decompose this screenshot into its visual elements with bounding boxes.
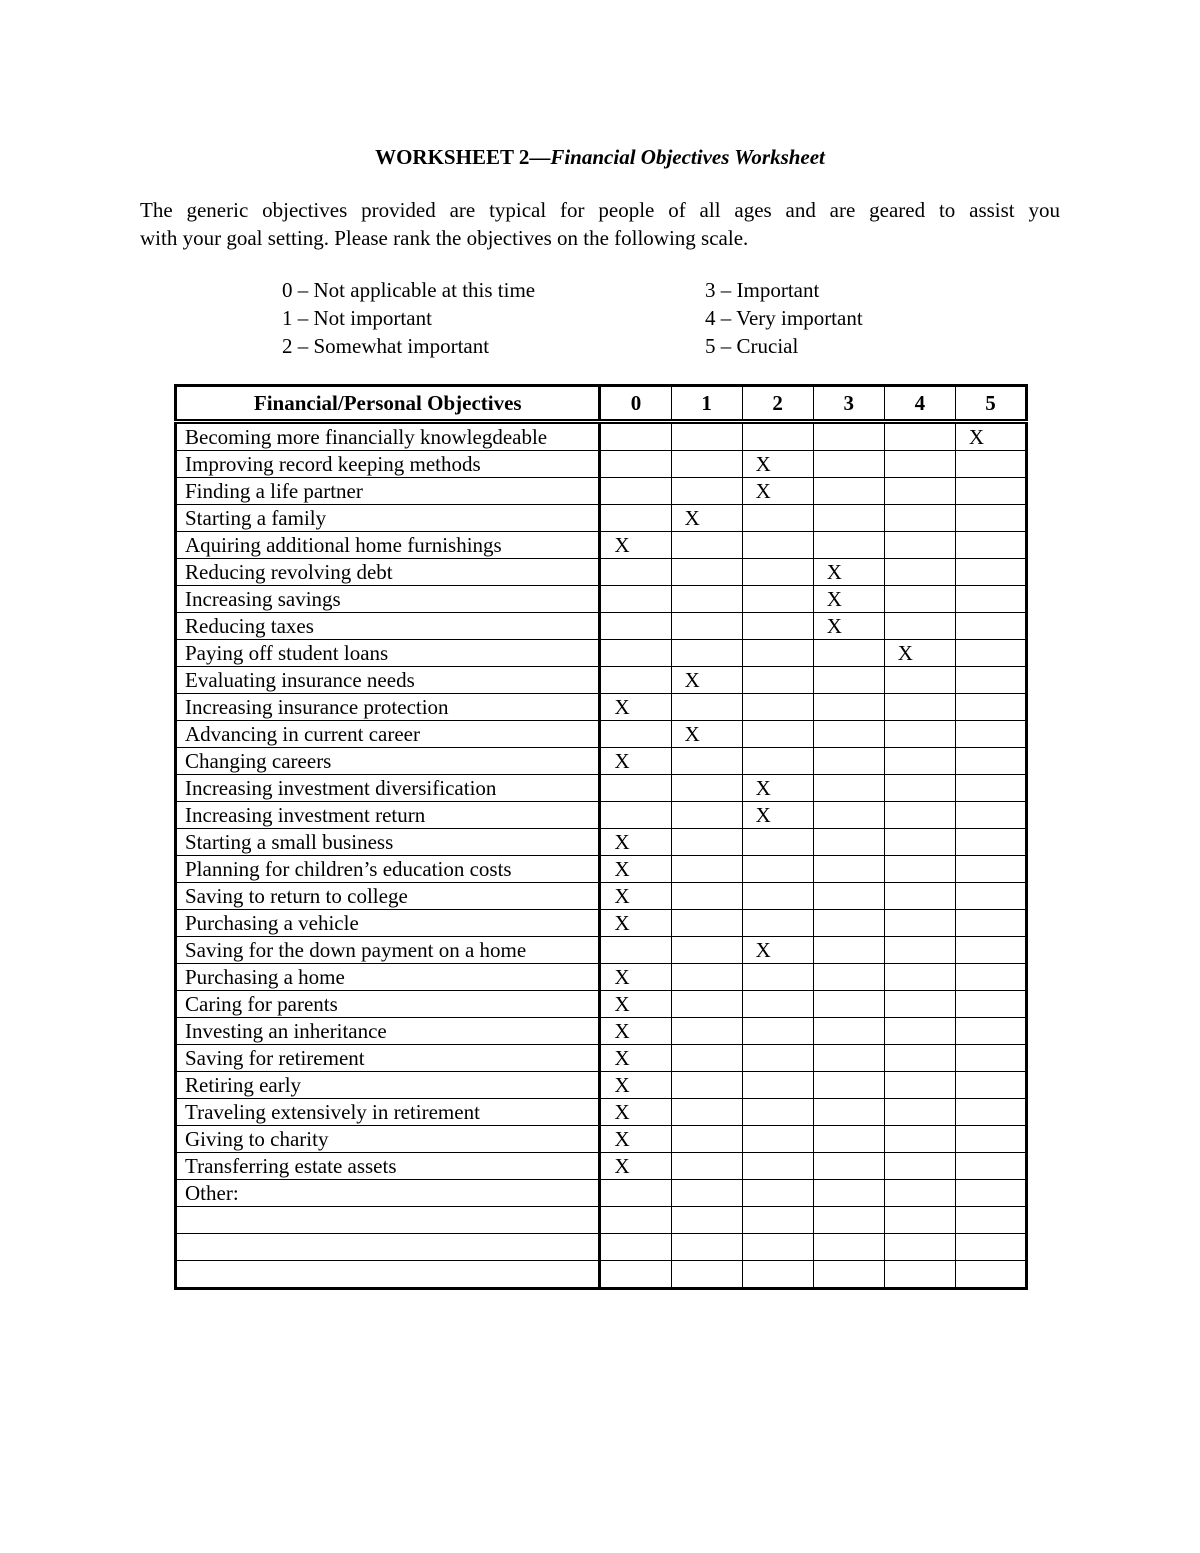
objective-label: Transferring estate assets (176, 1153, 600, 1180)
rank-cell-2[interactable]: X (742, 451, 813, 478)
rank-cell-3[interactable]: X (813, 559, 884, 586)
rank-cell-5[interactable] (955, 1153, 1026, 1180)
page-title (0, 143, 1200, 171)
objective-label: Increasing investment return (176, 802, 600, 829)
rank-cell-5[interactable] (955, 613, 1026, 640)
rank-cell-0[interactable]: X (600, 829, 671, 856)
rank-cell-0[interactable] (600, 802, 671, 829)
rank-cell-5[interactable] (955, 1018, 1026, 1045)
rank-cell-0[interactable]: X (600, 1045, 671, 1072)
objective-label: Saving to return to college (176, 883, 600, 910)
rank-cell-0[interactable]: X (600, 964, 671, 991)
rank-cell-2[interactable]: X (742, 478, 813, 505)
rating-scale-right (705, 276, 863, 360)
table-row (176, 910, 1027, 937)
rank-cell-3[interactable] (813, 1072, 884, 1099)
rank-cell-5[interactable] (955, 667, 1026, 694)
rank-cell-1[interactable] (671, 613, 742, 640)
rank-cell-5[interactable] (955, 1045, 1026, 1072)
rank-cell-5[interactable] (955, 721, 1026, 748)
rank-cell-4[interactable] (884, 964, 955, 991)
rank-cell-5[interactable] (955, 640, 1026, 667)
objective-label: Caring for parents (176, 991, 600, 1018)
table-row (176, 991, 1027, 1018)
rank-cell-2[interactable] (742, 1072, 813, 1099)
table-row (176, 937, 1027, 964)
rank-cell-1[interactable] (671, 640, 742, 667)
rank-cell-4[interactable] (884, 937, 955, 964)
scale-item-4: 4 – Very important (705, 306, 863, 330)
objective-label: Saving for retirement (176, 1045, 600, 1072)
rank-cell-5[interactable] (955, 1126, 1026, 1153)
rank-cell-4[interactable] (884, 883, 955, 910)
objective-label: Planning for children’s education costs (176, 856, 600, 883)
rank-cell-4[interactable] (884, 1072, 955, 1099)
table-row (176, 1180, 1027, 1207)
header-rank-2: 2 (742, 386, 813, 422)
rank-cell-2[interactable] (742, 1018, 813, 1045)
rank-cell-0[interactable] (600, 613, 671, 640)
rank-cell-5[interactable] (955, 1072, 1026, 1099)
rank-cell-3[interactable] (813, 694, 884, 721)
objectives-table-wrapper (174, 384, 1028, 1290)
rank-cell-0[interactable] (600, 559, 671, 586)
rank-cell-1[interactable] (671, 1180, 742, 1207)
table-row (176, 451, 1027, 478)
table-row (176, 1153, 1027, 1180)
rank-cell-1[interactable] (671, 910, 742, 937)
objective-label: Other: (176, 1180, 600, 1207)
objective-label: Starting a family (176, 505, 600, 532)
table-row (176, 1207, 1027, 1234)
rank-cell-0[interactable] (600, 451, 671, 478)
rank-cell-2[interactable] (742, 964, 813, 991)
rank-cell-5[interactable] (955, 478, 1026, 505)
rank-cell-4[interactable] (884, 1018, 955, 1045)
rank-cell-5[interactable] (955, 883, 1026, 910)
rank-cell-1[interactable] (671, 856, 742, 883)
table-row (176, 1099, 1027, 1126)
rank-cell-4[interactable] (884, 1153, 955, 1180)
rank-cell-2[interactable] (742, 613, 813, 640)
rank-cell-4[interactable] (884, 559, 955, 586)
rank-cell-0[interactable]: X (600, 910, 671, 937)
rank-cell-4[interactable] (884, 721, 955, 748)
table-row (176, 1234, 1027, 1261)
table-row (176, 694, 1027, 721)
rank-cell-5[interactable] (955, 964, 1026, 991)
rank-cell-3[interactable] (813, 532, 884, 559)
rank-cell-2[interactable]: X (742, 937, 813, 964)
rank-cell-1[interactable] (671, 451, 742, 478)
rank-cell-1[interactable] (671, 586, 742, 613)
rank-cell-5[interactable] (955, 1180, 1026, 1207)
rank-cell-0[interactable] (600, 1180, 671, 1207)
rank-cell-5[interactable] (955, 1207, 1026, 1234)
rank-cell-4[interactable] (884, 1126, 955, 1153)
scale-item-0: 0 – Not applicable at this time (282, 278, 536, 302)
rank-cell-3[interactable] (813, 1045, 884, 1072)
rank-cell-1[interactable] (671, 1045, 742, 1072)
rank-cell-0[interactable] (600, 721, 671, 748)
objective-label: Increasing insurance protection (176, 694, 600, 721)
rank-cell-2[interactable] (742, 532, 813, 559)
objective-label: Evaluating insurance needs (176, 667, 600, 694)
table-row (176, 667, 1027, 694)
rank-cell-2[interactable] (742, 1126, 813, 1153)
rank-cell-0[interactable]: X (600, 991, 671, 1018)
rank-cell-2[interactable] (742, 829, 813, 856)
rank-cell-2[interactable] (742, 1153, 813, 1180)
rank-cell-2[interactable] (742, 1234, 813, 1261)
rank-cell-5[interactable] (955, 802, 1026, 829)
rank-cell-3[interactable] (813, 829, 884, 856)
rank-cell-5[interactable] (955, 748, 1026, 775)
rank-cell-4[interactable] (884, 613, 955, 640)
rank-cell-3[interactable] (813, 1234, 884, 1261)
rank-cell-3[interactable] (813, 1126, 884, 1153)
rank-cell-4[interactable] (884, 856, 955, 883)
objective-label: Improving record keeping methods (176, 451, 600, 478)
table-row (176, 586, 1027, 613)
rank-cell-1[interactable] (671, 964, 742, 991)
rank-cell-0[interactable] (600, 667, 671, 694)
rank-cell-4[interactable] (884, 1234, 955, 1261)
rank-cell-1[interactable] (671, 694, 742, 721)
objective-label: Purchasing a home (176, 964, 600, 991)
objective-label (176, 1207, 600, 1234)
objective-label: Purchasing a vehicle (176, 910, 600, 937)
table-row (176, 856, 1027, 883)
rank-cell-5[interactable] (955, 505, 1026, 532)
rank-cell-1[interactable] (671, 883, 742, 910)
rank-cell-2[interactable] (742, 1045, 813, 1072)
rank-cell-0[interactable] (600, 478, 671, 505)
rank-cell-5[interactable] (955, 775, 1026, 802)
rank-cell-4[interactable] (884, 775, 955, 802)
rank-cell-3[interactable] (813, 721, 884, 748)
scale-item-2: 2 – Somewhat important (282, 334, 490, 358)
table-row (176, 802, 1027, 829)
rank-cell-5[interactable] (955, 586, 1026, 613)
rank-cell-2[interactable] (742, 1261, 813, 1289)
rank-cell-5[interactable] (955, 1234, 1026, 1261)
intro-line-1: The generic objectives provided are typical for people of all ages and are geared to assist you (140, 198, 1060, 222)
rank-cell-1[interactable] (671, 1207, 742, 1234)
rank-cell-2[interactable] (742, 667, 813, 694)
rank-cell-0[interactable]: X (600, 532, 671, 559)
rank-cell-3[interactable]: X (813, 613, 884, 640)
table-row (176, 829, 1027, 856)
rank-cell-4[interactable] (884, 1045, 955, 1072)
table-row (176, 478, 1027, 505)
rank-cell-3[interactable] (813, 1261, 884, 1289)
table-row (176, 748, 1027, 775)
rank-cell-1[interactable] (671, 1018, 742, 1045)
rank-cell-3[interactable] (813, 883, 884, 910)
rank-cell-4[interactable] (884, 505, 955, 532)
table-row (176, 613, 1027, 640)
rank-cell-1[interactable] (671, 1234, 742, 1261)
rank-cell-0[interactable] (600, 937, 671, 964)
rank-cell-2[interactable] (742, 559, 813, 586)
rank-cell-3[interactable] (813, 775, 884, 802)
rank-cell-3[interactable] (813, 422, 884, 451)
header-objectives: Financial/Personal Objectives (176, 386, 600, 422)
intro-paragraph (140, 196, 1060, 252)
rank-cell-5[interactable] (955, 856, 1026, 883)
objective-label: Increasing investment diversification (176, 775, 600, 802)
table-row (176, 1126, 1027, 1153)
objective-label: Increasing savings (176, 586, 600, 613)
rank-cell-1[interactable] (671, 1072, 742, 1099)
rank-cell-0[interactable]: X (600, 694, 671, 721)
rank-cell-2[interactable] (742, 991, 813, 1018)
scale-item-3: 3 – Important (705, 278, 820, 302)
rank-cell-0[interactable] (600, 1207, 671, 1234)
rank-cell-3[interactable] (813, 748, 884, 775)
rank-cell-4[interactable] (884, 910, 955, 937)
objective-label: Giving to charity (176, 1126, 600, 1153)
rank-cell-0[interactable]: X (600, 1126, 671, 1153)
table-row (176, 1261, 1027, 1289)
table-row (176, 964, 1027, 991)
rank-cell-4[interactable] (884, 1099, 955, 1126)
rank-cell-4[interactable] (884, 748, 955, 775)
rank-cell-3[interactable] (813, 937, 884, 964)
rank-cell-2[interactable] (742, 748, 813, 775)
rank-cell-2[interactable] (742, 1099, 813, 1126)
rank-cell-0[interactable] (600, 586, 671, 613)
rank-cell-5[interactable] (955, 532, 1026, 559)
rank-cell-3[interactable] (813, 451, 884, 478)
table-row (176, 422, 1027, 451)
rank-cell-0[interactable] (600, 775, 671, 802)
objective-label: Investing an inheritance (176, 1018, 600, 1045)
table-row (176, 559, 1027, 586)
rank-cell-5[interactable] (955, 694, 1026, 721)
rank-cell-1[interactable] (671, 559, 742, 586)
table-row (176, 505, 1027, 532)
rank-cell-5[interactable] (955, 937, 1026, 964)
rank-cell-3[interactable] (813, 640, 884, 667)
rank-cell-4[interactable] (884, 586, 955, 613)
rank-cell-0[interactable] (600, 505, 671, 532)
rank-cell-1[interactable] (671, 937, 742, 964)
rank-cell-1[interactable] (671, 478, 742, 505)
rank-cell-4[interactable] (884, 829, 955, 856)
rank-cell-2[interactable] (742, 910, 813, 937)
rank-cell-1[interactable] (671, 748, 742, 775)
rank-cell-0[interactable]: X (600, 1099, 671, 1126)
scale-item-5: 5 – Crucial (705, 334, 799, 358)
rank-cell-3[interactable] (813, 1153, 884, 1180)
objective-label: Becoming more financially knowlegdeable (176, 422, 600, 451)
rank-cell-4[interactable] (884, 1180, 955, 1207)
table-row (176, 1045, 1027, 1072)
rank-cell-1[interactable] (671, 1126, 742, 1153)
rank-cell-5[interactable] (955, 451, 1026, 478)
rank-cell-2[interactable] (742, 1207, 813, 1234)
rank-cell-3[interactable] (813, 991, 884, 1018)
header-rank-3: 3 (813, 386, 884, 422)
rank-cell-3[interactable] (813, 1180, 884, 1207)
table-row (176, 640, 1027, 667)
rank-cell-2[interactable] (742, 1180, 813, 1207)
objective-label (176, 1234, 600, 1261)
rank-cell-0[interactable]: X (600, 1018, 671, 1045)
objective-label: Finding a life partner (176, 478, 600, 505)
table-row (176, 1072, 1027, 1099)
rank-cell-0[interactable]: X (600, 883, 671, 910)
rank-cell-5[interactable] (955, 910, 1026, 937)
rank-cell-2[interactable]: X (742, 775, 813, 802)
objective-label: Paying off student loans (176, 640, 600, 667)
rank-cell-2[interactable] (742, 883, 813, 910)
rank-cell-2[interactable] (742, 422, 813, 451)
title-prefix: WORKSHEET 2— (375, 145, 551, 169)
rank-cell-0[interactable] (600, 1261, 671, 1289)
rank-cell-0[interactable] (600, 640, 671, 667)
rank-cell-2[interactable] (742, 586, 813, 613)
rank-cell-5[interactable] (955, 1261, 1026, 1289)
rank-cell-4[interactable] (884, 422, 955, 451)
rank-cell-1[interactable] (671, 991, 742, 1018)
rank-cell-1[interactable] (671, 1153, 742, 1180)
rank-cell-2[interactable] (742, 856, 813, 883)
rank-cell-4[interactable]: X (884, 640, 955, 667)
table-header-row (176, 386, 1027, 422)
rank-cell-0[interactable] (600, 422, 671, 451)
rank-cell-3[interactable]: X (813, 586, 884, 613)
rank-cell-0[interactable]: X (600, 856, 671, 883)
objective-label (176, 1261, 600, 1289)
rating-scale-left (282, 276, 535, 360)
rank-cell-4[interactable] (884, 1207, 955, 1234)
rank-cell-3[interactable] (813, 667, 884, 694)
rank-cell-4[interactable] (884, 667, 955, 694)
objectives-table (174, 384, 1028, 1290)
table-row (176, 721, 1027, 748)
objective-label: Saving for the down payment on a home (176, 937, 600, 964)
rank-cell-0[interactable]: X (600, 1072, 671, 1099)
rank-cell-3[interactable] (813, 505, 884, 532)
rank-cell-5[interactable] (955, 1099, 1026, 1126)
objective-label: Reducing revolving debt (176, 559, 600, 586)
rank-cell-5[interactable] (955, 829, 1026, 856)
rank-cell-3[interactable] (813, 964, 884, 991)
rank-cell-1[interactable] (671, 422, 742, 451)
rank-cell-2[interactable] (742, 721, 813, 748)
objective-label: Changing careers (176, 748, 600, 775)
rank-cell-5[interactable] (955, 991, 1026, 1018)
rank-cell-5[interactable]: X (955, 422, 1026, 451)
rank-cell-3[interactable] (813, 1018, 884, 1045)
table-row (176, 883, 1027, 910)
header-rank-5: 5 (955, 386, 1026, 422)
rank-cell-1[interactable]: X (671, 721, 742, 748)
rank-cell-3[interactable] (813, 1207, 884, 1234)
rank-cell-0[interactable] (600, 1234, 671, 1261)
rank-cell-4[interactable] (884, 1261, 955, 1289)
header-rank-1: 1 (671, 386, 742, 422)
objective-label: Starting a small business (176, 829, 600, 856)
rank-cell-1[interactable] (671, 1099, 742, 1126)
rank-cell-3[interactable] (813, 802, 884, 829)
table-row (176, 532, 1027, 559)
rank-cell-3[interactable] (813, 856, 884, 883)
rank-cell-1[interactable]: X (671, 505, 742, 532)
rank-cell-0[interactable]: X (600, 1153, 671, 1180)
rank-cell-4[interactable] (884, 694, 955, 721)
rank-cell-1[interactable] (671, 829, 742, 856)
rank-cell-0[interactable]: X (600, 748, 671, 775)
rank-cell-5[interactable] (955, 559, 1026, 586)
rank-cell-2[interactable] (742, 640, 813, 667)
rank-cell-1[interactable] (671, 802, 742, 829)
rank-cell-2[interactable] (742, 694, 813, 721)
objective-label: Retiring early (176, 1072, 600, 1099)
objective-label: Traveling extensively in retirement (176, 1099, 600, 1126)
rank-cell-4[interactable] (884, 991, 955, 1018)
table-row (176, 775, 1027, 802)
rank-cell-4[interactable] (884, 478, 955, 505)
table-body (176, 422, 1027, 1289)
rank-cell-1[interactable] (671, 775, 742, 802)
header-rank-0: 0 (600, 386, 671, 422)
rank-cell-1[interactable] (671, 1261, 742, 1289)
intro-line-2: with your goal setting. Please rank the objectives on the following scale. (140, 226, 749, 250)
table-row (176, 1018, 1027, 1045)
rank-cell-3[interactable] (813, 478, 884, 505)
objective-label: Advancing in current career (176, 721, 600, 748)
objective-label: Aquiring additional home furnishings (176, 532, 600, 559)
rank-cell-4[interactable] (884, 802, 955, 829)
rank-cell-4[interactable] (884, 451, 955, 478)
rank-cell-2[interactable] (742, 505, 813, 532)
rank-cell-1[interactable] (671, 532, 742, 559)
rank-cell-1[interactable]: X (671, 667, 742, 694)
scale-item-1: 1 – Not important (282, 306, 432, 330)
header-rank-4: 4 (884, 386, 955, 422)
rank-cell-2[interactable]: X (742, 802, 813, 829)
rank-cell-4[interactable] (884, 532, 955, 559)
rank-cell-3[interactable] (813, 910, 884, 937)
title-italic: Financial Objectives Worksheet (550, 145, 825, 169)
rank-cell-3[interactable] (813, 1099, 884, 1126)
objective-label: Reducing taxes (176, 613, 600, 640)
